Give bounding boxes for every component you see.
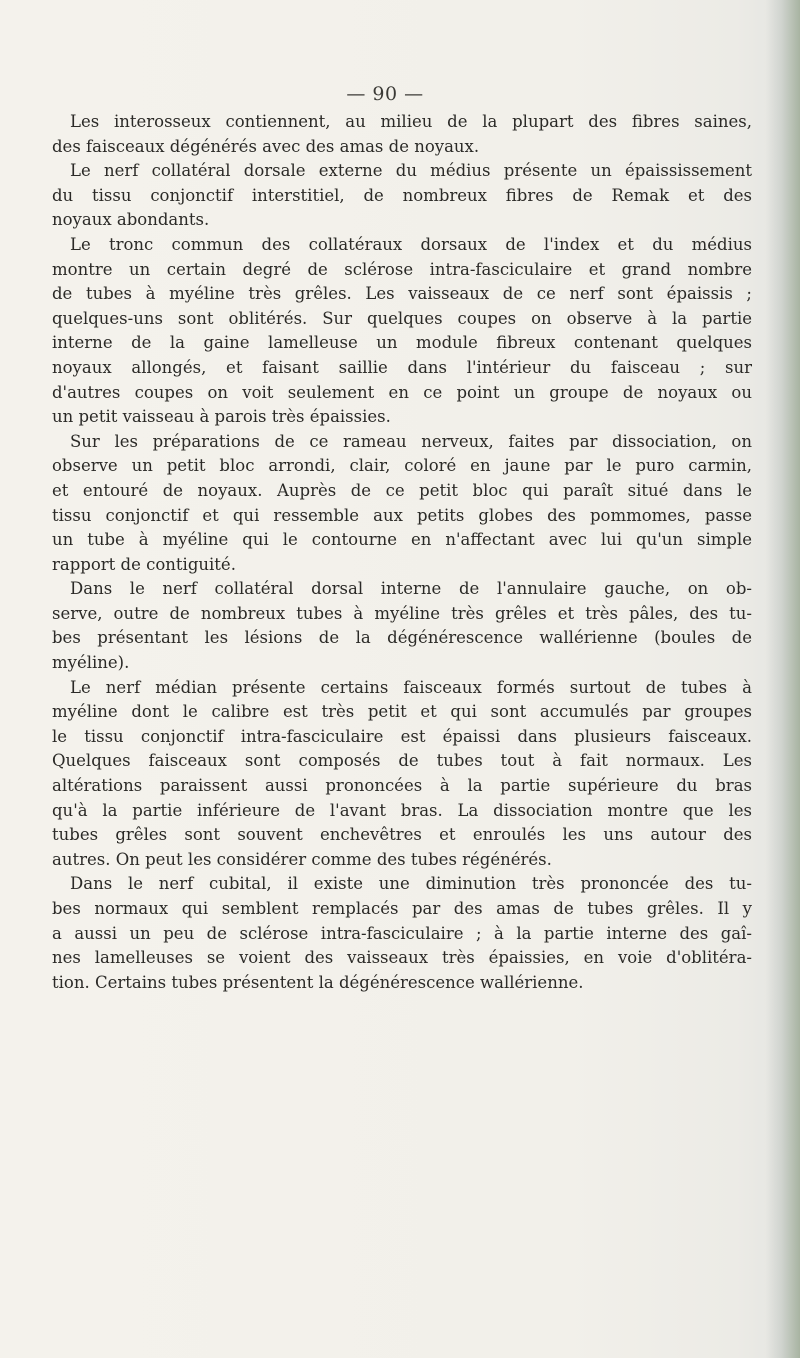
text-line: des faisceaux dégénérés avec des amas de noyaux. (52, 136, 480, 156)
text-line: de tubes à myéline très grêles. Les vaisseaux de ce nerf sont épaissis ; (52, 284, 752, 304)
text-line: Quelques faisceaux sont composés de tubes tout à fait normaux. Les (52, 751, 752, 771)
paragraph (52, 233, 752, 430)
text-line: quelques-uns sont oblitérés. Sur quelques coupes on observe à la partie (52, 308, 752, 328)
text-line: bes présentant les lésions de la dégénérescence wallérienne (boules de (52, 628, 752, 648)
text-line: Dans le nerf collatéral dorsal interne de l'annulaire gauche, on ob- (70, 579, 752, 599)
paragraph (52, 872, 752, 995)
text-line: serve, outre de nombreux tubes à myéline très grêles et très pâles, des tu- (52, 603, 752, 623)
paragraph (52, 676, 752, 873)
text-line: Le nerf médian présente certains faisceaux formés surtout de tubes à (70, 677, 752, 697)
paragraph (52, 159, 752, 233)
text-line: noyaux allongés, et faisant saillie dans l'intérieur du faisceau ; sur (52, 357, 752, 377)
paragraph (52, 110, 752, 159)
text-line: Les interosseux contiennent, au milieu de la plupart des fibres saines, (70, 112, 752, 131)
text-line: observe un petit bloc arrondi, clair, coloré en jaune par le puro carmin, (52, 456, 752, 476)
text-line: du tissu conjonctif interstitiel, de nombreux fibres de Remak et des (52, 185, 752, 205)
text-line: autres. On peut les considérer comme des tubes régénérés. (52, 849, 552, 869)
text-line: myéline). (52, 653, 130, 673)
text-line: Le nerf collatéral dorsale externe du médius présente un épaississement (70, 161, 752, 181)
body-text (52, 110, 752, 995)
text-line: rapport de contiguité. (52, 554, 236, 574)
text-line: noyaux abondants. (52, 210, 210, 230)
paragraph (52, 577, 752, 675)
text-line: myéline dont le calibre est très petit et qui sont accumulés par groupes (52, 702, 752, 722)
text-line: interne de la gaine lamelleuse un module fibreux contenant quelques (52, 333, 752, 353)
text-line: d'autres coupes on voit seulement en ce point un groupe de noyaux ou (52, 382, 752, 402)
text-line: et entouré de noyaux. Auprès de ce petit bloc qui paraît situé dans le (52, 480, 752, 500)
text-line: tissu conjonctif et qui ressemble aux petits globes des pommomes, passe (52, 505, 752, 525)
text-line: un tube à myéline qui le contourne en n'affectant avec lui qu'un simple (52, 530, 752, 550)
text-line: Le tronc commun des collatéraux dorsaux de l'index et du médius (70, 234, 752, 254)
text-line: un petit vaisseau à parois très épaissies. (52, 407, 391, 427)
text-line: tubes grêles sont souvent enchevêtres et enroulés les uns autour des (52, 825, 752, 845)
paragraph (52, 430, 752, 578)
text-line: Dans le nerf cubital, il existe une diminution très prononcée des tu- (70, 874, 752, 894)
text-line: qu'à la partie inférieure de l'avant bras. La dissociation montre que les (52, 800, 752, 820)
page-edge-shadow (766, 0, 800, 1358)
text-line: Sur les préparations de ce rameau nerveux, faites par dissociation, on (70, 431, 752, 451)
page-number: — 90 — (346, 83, 424, 105)
text-line: nes lamelleuses se voient des vaisseaux très épaissies, en voie d'oblitéra- (52, 948, 752, 968)
text-line: bes normaux qui semblent remplacés par des amas de tubes grêles. Il y (52, 899, 752, 918)
text-line: tion. Certains tubes présentent la dégénérescence wallérienne. (52, 972, 584, 992)
text-line: a aussi un peu de sclérose intra-fasciculaire ; à la partie interne des gaî- (52, 923, 752, 943)
text-line: altérations paraissent aussi prononcées à la partie supérieure du bras (52, 776, 752, 796)
text-line: montre un certain degré de sclérose intra-fasciculaire et grand nombre (52, 259, 752, 279)
text-line: le tissu conjonctif intra-fasciculaire est épaissi dans plusieurs faisceaux. (52, 726, 752, 746)
